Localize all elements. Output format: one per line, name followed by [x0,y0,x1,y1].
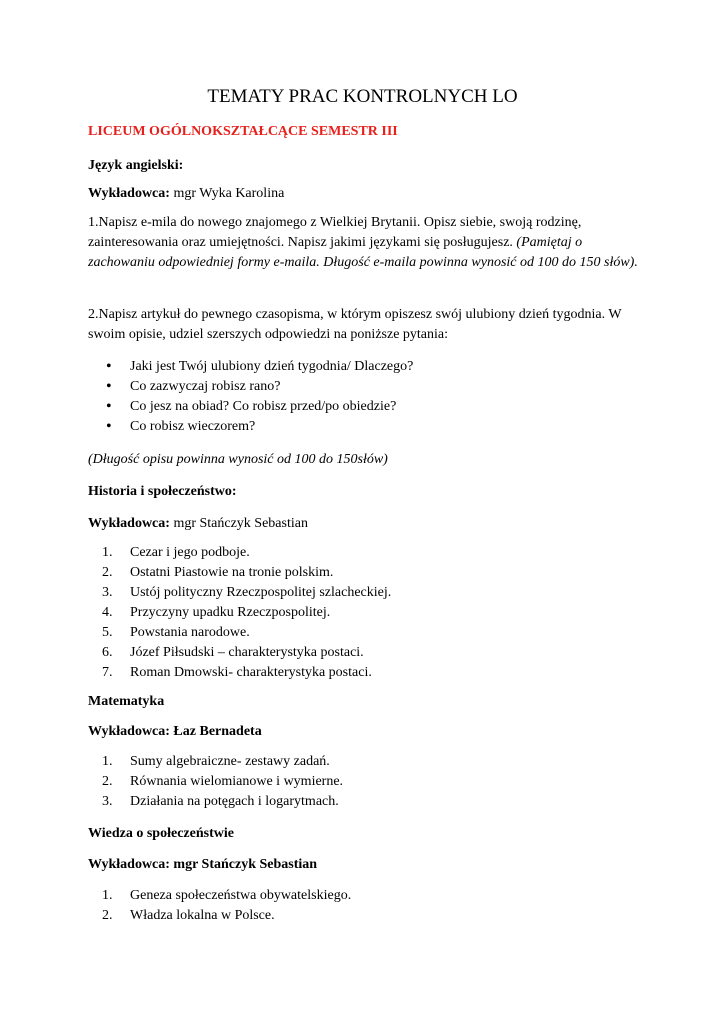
math-lecturer: Wykładowca: Łaz Bernadeta [88,724,262,739]
list-item: • Jaki jest Twój ulubiony dzień tygodnia/ Dlaczego? [88,357,648,377]
english-lecturer [88,184,648,204]
english-task-1-text: 1.Napisz e-mila do nowego znajomego z Wielkiej Brytanii. Opisz siebie, swoją rodzinę, zainteresowania oraz umiejętności. Napisz jakimi językami się posługujesz. [88,215,582,250]
history-lecturer-name: mgr Stańczyk Sebastian [169,516,308,531]
list-item: • Co robisz wieczorem? [88,417,648,437]
list-item: 1. Cezar i jego podboje. [102,545,250,560]
list-item: 6. Józef Piłsudski – charakterystyka postaci. [102,645,364,660]
list-item: 4. Przyczyny upadku Rzeczpospolitej. [102,605,331,620]
history-topics-list [88,543,648,683]
english-lecturer-name: mgr Wyka Karolina [169,186,285,201]
wos-topics-list [88,886,648,926]
history-heading: Historia i społeczeństwo: [88,484,237,499]
list-item: 2. Władza lokalna w Polsce. [102,908,275,923]
english-lecturer-label: Wykładowca: [88,186,170,201]
list-item: 5. Powstania narodowe. [102,625,250,640]
list-item: 2. Ostatni Piastowie na tronie polskim. [102,565,334,580]
english-heading: Język angielski: [88,158,184,173]
wos-lecturer: Wykładowca: mgr Stańczyk Sebastian [88,857,318,872]
english-task-2: 2.Napisz artykuł do pewnego czasopisma, w którym opiszesz swój ulubiony dzień tygodnia. W swoim opisie, udziel szerszych odpowiedzi na poniższe pytania: [88,307,622,342]
history-lecturer [88,514,648,534]
english-questions-list [88,357,648,437]
list-item: • Co zazwyczaj robisz rano? [88,377,648,397]
math-topics-list [88,752,648,812]
list-item: 2. Równania wielomianowe i wymierne. [102,774,344,789]
list-item: 7. Roman Dmowski- charakterystyka postaci. [102,665,372,680]
english-task-1 [88,213,648,273]
list-item: 1. Geneza społeczeństwa obywatelskiego. [102,888,352,903]
list-item: • Co jesz na obiad? Co robisz przed/po obiedzie? [88,397,648,417]
english-length-note: (Długość opisu powinna wynosić od 100 do 150słów) [88,452,388,467]
math-heading: Matematyka [88,694,165,709]
list-item: 1. Sumy algebraiczne- zestawy zadań. [102,754,330,769]
document-title: TEMATY PRAC KONTROLNYCH LO [207,86,518,107]
wos-heading: Wiedza o społeczeństwie [88,826,234,841]
history-lecturer-label: Wykładowca: [88,516,170,531]
english-task-1-note: (Pamiętaj o zachowaniu odpowiedniej formy e-maila. Długość e-maila powinna wynosić od 100 do 150 słów). [88,235,638,270]
list-item: 3. Ustój polityczny Rzeczpospolitej szlacheckiej. [102,585,392,600]
list-item: 3. Działania na potęgach i logarytmach. [102,794,339,809]
school-heading: LICEUM OGÓLNOKSZTAŁCĄCE SEMESTR III [88,124,398,139]
